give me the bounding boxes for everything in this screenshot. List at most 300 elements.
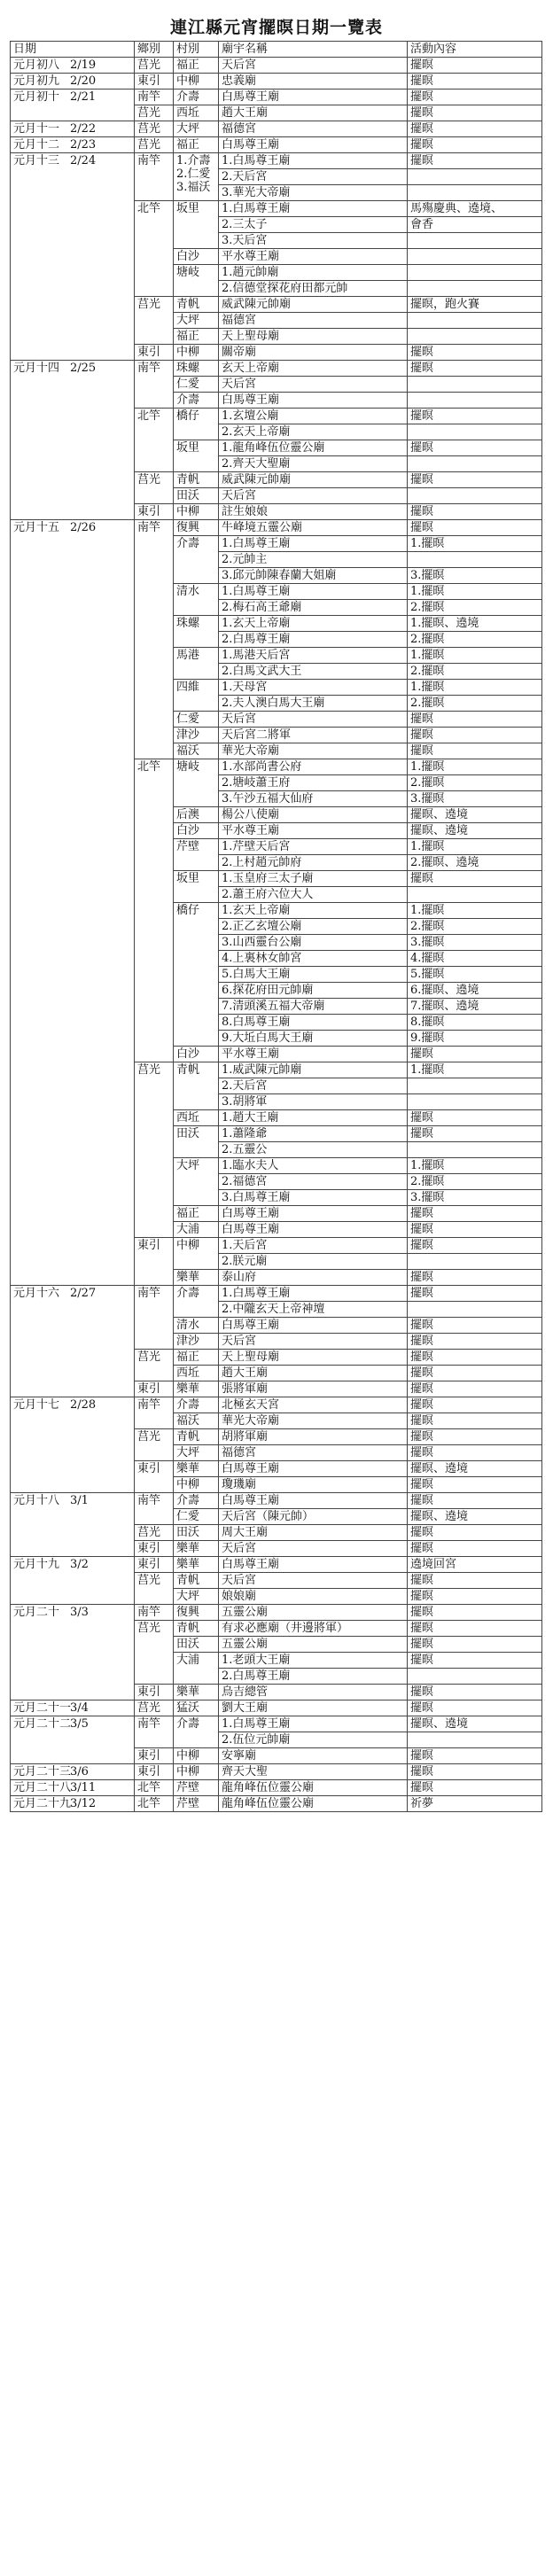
township-cell: 東引: [135, 1461, 174, 1493]
table-row: [11, 520, 542, 536]
temple-cell: 天后宮二將軍: [219, 728, 408, 743]
village-cell: 后澳: [174, 807, 219, 823]
village-cell: 白沙: [174, 1047, 219, 1062]
activity-cell: [408, 1669, 542, 1685]
date-cell: [11, 58, 135, 74]
header-activity: 活動內容: [408, 42, 542, 58]
village-cell: 坂里: [174, 201, 219, 249]
solar-date: 3/6: [70, 1765, 89, 1778]
activity-cell: 擺暝: [408, 1222, 542, 1238]
village-cell: 大坪: [174, 1445, 219, 1461]
table-row: [11, 137, 542, 153]
activity-cell: 擺暝: [408, 743, 542, 759]
lunar-date: 元月初九: [13, 74, 60, 88]
temple-cell: 天后宮: [219, 377, 408, 393]
township-cell: 北竿: [135, 1780, 174, 1796]
activity-cell: 擺暝: [408, 1493, 542, 1509]
temple-cell: 2.三太子: [219, 217, 408, 233]
activity-cell: 1.擺暝: [408, 584, 542, 600]
village-cell: 中柳: [174, 1477, 219, 1493]
temple-cell: 3.午沙五福大仙府: [219, 791, 408, 807]
village-cell: 大坪: [174, 1589, 219, 1605]
activity-cell: 擺暝: [408, 89, 542, 105]
temple-cell: 娘娘廟: [219, 1589, 408, 1605]
lunar-date: 元月十一: [13, 122, 60, 136]
activity-cell: 擺暝: [408, 871, 542, 887]
township-cell: 北竿: [135, 759, 174, 1062]
village-cell: 四維: [174, 680, 219, 712]
temple-cell: 關帝廟: [219, 345, 408, 361]
township-cell: 南竿: [135, 89, 174, 105]
activity-cell: 擺暝: [408, 440, 542, 456]
table-row: [11, 1286, 542, 1302]
activity-cell: 馬殤慶典、遶境、: [408, 201, 542, 217]
temple-cell: 龍角峰伍位靈公廟: [219, 1780, 408, 1796]
solar-date: 2/21: [70, 90, 97, 104]
activity-cell: 擺暝: [408, 472, 542, 488]
header-township: 鄉別: [135, 42, 174, 58]
temple-cell: 天上聖母廟: [219, 329, 408, 345]
village-cell: 樂華: [174, 1381, 219, 1397]
temple-cell: 1.白馬尊王廟: [219, 201, 408, 217]
temple-cell: 福德宮: [219, 1445, 408, 1461]
village-cell: 芹壁: [174, 1796, 219, 1812]
village-cell: 津沙: [174, 728, 219, 743]
activity-cell: 擺暝、遶境: [408, 807, 542, 823]
village-cell: 樂華: [174, 1541, 219, 1557]
village-cell: 介壽: [174, 1716, 219, 1748]
township-cell: 莒光: [135, 1525, 174, 1541]
activity-cell: 1.擺暝: [408, 1158, 542, 1174]
temple-cell: 牛峰境五靈公廟: [219, 520, 408, 536]
village-cell: 仁愛: [174, 1509, 219, 1525]
village-cell: 福正: [174, 137, 219, 153]
village-cell: 西坵: [174, 1366, 219, 1381]
solar-date: 3/5: [70, 1717, 89, 1731]
township-cell: 東引: [135, 504, 174, 520]
activity-cell: 擺暝: [408, 1764, 542, 1780]
temple-cell: 忠義廟: [219, 74, 408, 89]
activity-cell: 1.擺暝: [408, 1062, 542, 1078]
lunar-date: 元月二十九: [13, 1797, 72, 1810]
activity-cell: 擺暝，跑火賽: [408, 297, 542, 313]
solar-date: 2/22: [70, 122, 97, 136]
temple-cell: 2.福德宮: [219, 1174, 408, 1190]
activity-cell: 擺暝、遶境: [408, 1461, 542, 1477]
activity-cell: [408, 1732, 542, 1748]
activity-cell: 擺暝: [408, 504, 542, 520]
activity-cell: 擺暝: [408, 1573, 542, 1589]
solar-date: 3/11: [70, 1781, 97, 1794]
temple-cell: 3.邱元帥陳春蘭大姐廟: [219, 568, 408, 584]
date-cell: [11, 121, 135, 137]
activity-cell: 2.擺暝: [408, 775, 542, 791]
village-cell: 清水: [174, 584, 219, 616]
lunar-date: 元月十三: [13, 154, 60, 167]
temple-cell: 福德宮: [219, 313, 408, 329]
activity-cell: 1.擺暝: [408, 648, 542, 664]
township-cell: 東引: [135, 74, 174, 89]
temple-cell: 天上聖母廟: [219, 1350, 408, 1366]
activity-cell: 7.擺暝、遶境: [408, 999, 542, 1015]
activity-cell: [408, 185, 542, 201]
temple-cell: 天后宮（陳元帥）: [219, 1509, 408, 1525]
date-cell: [11, 153, 135, 361]
lunar-date: 元月二十二: [13, 1717, 72, 1731]
temple-cell: 福德宮: [219, 121, 408, 137]
temple-cell: 天后宮: [219, 488, 408, 504]
activity-cell: 擺暝: [408, 345, 542, 361]
township-cell: 東引: [135, 1381, 174, 1397]
temple-cell: 2.朕元廟: [219, 1254, 408, 1270]
temple-cell: 2.白馬尊王廟: [219, 632, 408, 648]
temple-cell: 2.中隴玄天上帝神壇: [219, 1302, 408, 1318]
temple-cell: 1.玄天上帝廟: [219, 616, 408, 632]
township-cell: 莒光: [135, 121, 174, 137]
solar-date: 3/4: [70, 1701, 89, 1715]
activity-cell: 擺暝: [408, 58, 542, 74]
temple-cell: 1.芹壁天后宮: [219, 839, 408, 855]
activity-cell: 擺暝: [408, 1429, 542, 1445]
activity-cell: 擺暝: [408, 1270, 542, 1286]
date-cell: [11, 137, 135, 153]
activity-cell: 擺暝: [408, 1700, 542, 1716]
activity-cell: 擺暝: [408, 1653, 542, 1669]
township-cell: 東引: [135, 345, 174, 361]
temple-cell: 胡將軍廟: [219, 1429, 408, 1445]
header-row: [11, 42, 542, 58]
activity-cell: [408, 1142, 542, 1158]
activity-cell: 2.擺暝: [408, 632, 542, 648]
township-cell: 北竿: [135, 201, 174, 297]
township-cell: 南竿: [135, 1397, 174, 1429]
table-body: [11, 58, 542, 1812]
temple-cell: 1.玉皇府三太子廟: [219, 871, 408, 887]
township-cell: 南竿: [135, 1716, 174, 1748]
activity-cell: 擺暝、遶境: [408, 1716, 542, 1732]
temple-cell: 2.信德堂探花府田都元帥: [219, 281, 408, 297]
activity-cell: 4.擺暝: [408, 951, 542, 967]
temple-cell: 6.探花府田元帥廟: [219, 983, 408, 999]
activity-cell: 擺暝: [408, 409, 542, 424]
table-row: [11, 1605, 542, 1621]
village-cell: 福正: [174, 58, 219, 74]
page-title: 連江縣元宵擺暝日期一覽表: [169, 18, 383, 37]
temple-cell: 2.白馬尊王廟: [219, 1669, 408, 1685]
temple-cell: 1.天母宮: [219, 680, 408, 696]
temple-cell: 天后宮: [219, 1334, 408, 1350]
table-row: [11, 58, 542, 74]
township-cell: 莒光: [135, 1700, 174, 1716]
temple-cell: 2.元帥主: [219, 552, 408, 568]
activity-cell: [408, 1302, 542, 1318]
village-cell: 介壽: [174, 393, 219, 409]
township-cell: 莒光: [135, 1350, 174, 1381]
lunar-date: 元月十二: [13, 138, 60, 152]
township-cell: 南竿: [135, 153, 174, 201]
township-cell: 東引: [135, 1764, 174, 1780]
township-cell: 莒光: [135, 105, 174, 121]
temple-cell: 3.山西靈台公廟: [219, 935, 408, 951]
activity-cell: 擺暝: [408, 1541, 542, 1557]
village-cell: 介壽: [174, 1286, 219, 1318]
activity-cell: 1.擺暝、遶境: [408, 616, 542, 632]
village-cell: 1.介壽 2.仁愛 3.福沃: [174, 153, 219, 201]
temple-cell: 註生娘娘: [219, 504, 408, 520]
temple-cell: 楊公八使廟: [219, 807, 408, 823]
village-cell: 介壽: [174, 536, 219, 584]
township-cell: 南竿: [135, 1493, 174, 1525]
lunar-date: 元月二十一: [13, 1701, 72, 1715]
village-cell: 樂華: [174, 1557, 219, 1573]
schedule-table: [10, 41, 542, 1812]
village-cell: 福沃: [174, 743, 219, 759]
activity-cell: 擺暝: [408, 74, 542, 89]
temple-cell: 平水尊王廟: [219, 1047, 408, 1062]
village-cell: 樂華: [174, 1685, 219, 1700]
temple-cell: 白馬尊王廟: [219, 1222, 408, 1238]
header-temple: 廟宇名稱: [219, 42, 408, 58]
activity-cell: 1.擺暝: [408, 759, 542, 775]
village-cell: 仁愛: [174, 712, 219, 728]
date-cell: [11, 74, 135, 89]
activity-cell: 擺暝: [408, 105, 542, 121]
temple-cell: 張將軍廟: [219, 1381, 408, 1397]
township-cell: 莒光: [135, 137, 174, 153]
lunar-date: 元月十七: [13, 1398, 60, 1412]
activity-cell: 擺暝: [408, 1780, 542, 1796]
activity-cell: 擺暝: [408, 121, 542, 137]
activity-cell: 擺暝: [408, 1206, 542, 1222]
village-cell: 青帆: [174, 1429, 219, 1445]
activity-cell: 擺暝: [408, 1637, 542, 1653]
lunar-date: 元月十四: [13, 362, 60, 375]
activity-cell: 擺暝: [408, 153, 542, 169]
village-cell: 福正: [174, 329, 219, 345]
activity-cell: [408, 265, 542, 281]
temple-cell: 1.蕭隆爺: [219, 1126, 408, 1142]
date-cell: [11, 1716, 135, 1764]
activity-cell: 1.擺暝: [408, 839, 542, 855]
activity-cell: 擺暝: [408, 712, 542, 728]
township-cell: 東引: [135, 1238, 174, 1286]
lunar-date: 元月二十: [13, 1606, 60, 1619]
village-cell: 介壽: [174, 1397, 219, 1413]
temple-cell: 玄天上帝廟: [219, 361, 408, 377]
activity-cell: [408, 329, 542, 345]
activity-cell: 8.擺暝: [408, 1015, 542, 1031]
temple-cell: 2.上村趙元帥府: [219, 855, 408, 871]
activity-cell: 遶境回宮: [408, 1557, 542, 1573]
table-row: [11, 1716, 542, 1732]
village-cell: 福沃: [174, 1413, 219, 1429]
temple-cell: 龍角峰伍位靈公廟: [219, 1796, 408, 1812]
village-cell: 馬港: [174, 648, 219, 680]
activity-cell: 5.擺暝: [408, 967, 542, 983]
township-cell: 南竿: [135, 1286, 174, 1350]
temple-cell: 威武陳元帥廟: [219, 297, 408, 313]
activity-cell: [408, 233, 542, 249]
lunar-date: 元月十九: [13, 1558, 60, 1571]
activity-cell: 擺暝: [408, 1445, 542, 1461]
village-cell: 坂里: [174, 440, 219, 472]
temple-cell: 2.梅石高王爺廟: [219, 600, 408, 616]
activity-cell: [408, 377, 542, 393]
township-cell: 南竿: [135, 520, 174, 759]
solar-date: 2/28: [70, 1398, 97, 1412]
temple-cell: 2.玄天上帝廟: [219, 424, 408, 440]
village-cell: 福正: [174, 1350, 219, 1366]
table-row: [11, 89, 542, 105]
temple-cell: 華光大帝廟: [219, 1413, 408, 1429]
village-cell: 西坵: [174, 105, 219, 121]
activity-cell: 1.擺暝: [408, 903, 542, 919]
temple-cell: 2.五靈公: [219, 1142, 408, 1158]
temple-cell: 白馬尊王廟: [219, 1318, 408, 1334]
activity-cell: 擺暝: [408, 1238, 542, 1254]
village-cell: 珠螺: [174, 361, 219, 377]
village-cell: 田沃: [174, 1126, 219, 1158]
temple-cell: 1.白馬尊王廟: [219, 1286, 408, 1302]
temple-cell: 2.天后宮: [219, 1078, 408, 1094]
village-cell: 西坵: [174, 1110, 219, 1126]
temple-cell: 白馬尊王廟: [219, 393, 408, 409]
lunar-date: 元月初八: [13, 58, 60, 72]
lunar-date: 元月十五: [13, 521, 60, 534]
activity-cell: 2.擺暝、遶境: [408, 855, 542, 871]
activity-cell: [408, 1078, 542, 1094]
temple-cell: 1.白馬尊王廟: [219, 153, 408, 169]
temple-cell: 白馬尊王廟: [219, 1557, 408, 1573]
temple-cell: 北極玄天宮: [219, 1397, 408, 1413]
village-cell: 田沃: [174, 1637, 219, 1653]
temple-cell: 2.天后宮: [219, 169, 408, 185]
village-cell: 白沙: [174, 249, 219, 265]
temple-cell: 1.臨水夫人: [219, 1158, 408, 1174]
temple-cell: 3.天后宮: [219, 233, 408, 249]
activity-cell: 擺暝: [408, 1047, 542, 1062]
activity-cell: 擺暝: [408, 1381, 542, 1397]
village-cell: 仁愛: [174, 377, 219, 393]
temple-cell: 4.上裏林女帥宮: [219, 951, 408, 967]
township-cell: 東引: [135, 1685, 174, 1700]
activity-cell: 擺暝: [408, 1318, 542, 1334]
village-cell: 青帆: [174, 1621, 219, 1637]
village-cell: 田沃: [174, 1525, 219, 1541]
date-cell: [11, 1700, 135, 1716]
solar-date: 3/1: [70, 1494, 89, 1507]
date-cell: [11, 1397, 135, 1493]
temple-cell: 烏吉總管: [219, 1685, 408, 1700]
activity-cell: 擺暝: [408, 1397, 542, 1413]
village-cell: 珠螺: [174, 616, 219, 648]
date-cell: [11, 1780, 135, 1796]
village-cell: 白沙: [174, 823, 219, 839]
village-cell: 青帆: [174, 1573, 219, 1589]
temple-cell: 五靈公廟: [219, 1637, 408, 1653]
activity-cell: [408, 169, 542, 185]
temple-cell: 2.蕭王府六位大人: [219, 887, 408, 903]
village-cell: 中柳: [174, 74, 219, 89]
temple-cell: 天后宮: [219, 1541, 408, 1557]
activity-cell: 擺暝: [408, 1350, 542, 1366]
township-cell: 東引: [135, 1541, 174, 1557]
solar-date: 2/26: [70, 521, 97, 534]
activity-cell: [408, 1254, 542, 1270]
village-cell: 介壽: [174, 1493, 219, 1509]
activity-cell: 擺暝: [408, 1286, 542, 1302]
solar-date: 3/2: [70, 1558, 89, 1571]
solar-date: 2/24: [70, 154, 97, 167]
table-row: [11, 1780, 542, 1796]
date-cell: [11, 1493, 135, 1557]
activity-cell: 擺暝: [408, 1334, 542, 1350]
township-cell: 東引: [135, 1557, 174, 1573]
activity-cell: [408, 424, 542, 440]
date-cell: [11, 1286, 135, 1397]
temple-cell: 1.威武陳元帥廟: [219, 1062, 408, 1078]
township-cell: 莒光: [135, 1621, 174, 1685]
village-cell: 樂華: [174, 1270, 219, 1286]
temple-cell: 周大王廟: [219, 1525, 408, 1541]
temple-cell: 1.馬港天后宮: [219, 648, 408, 664]
solar-date: 3/12: [70, 1797, 97, 1810]
activity-cell: 祈夢: [408, 1796, 542, 1812]
activity-cell: 擺暝: [408, 1413, 542, 1429]
activity-cell: 2.擺暝: [408, 600, 542, 616]
village-cell: 大坪: [174, 1158, 219, 1206]
activity-cell: 擺暝: [408, 137, 542, 153]
village-cell: 大坪: [174, 313, 219, 329]
table-row: [11, 74, 542, 89]
table-row: [11, 1557, 542, 1573]
temple-cell: 白馬尊王廟: [219, 137, 408, 153]
village-cell: 橋仔: [174, 409, 219, 440]
township-cell: 莒光: [135, 297, 174, 345]
village-cell: 中柳: [174, 1238, 219, 1270]
activity-cell: 擺暝: [408, 1126, 542, 1142]
township-cell: 莒光: [135, 1429, 174, 1461]
village-cell: 福正: [174, 1206, 219, 1222]
township-cell: 莒光: [135, 1573, 174, 1605]
date-cell: [11, 1796, 135, 1812]
temple-cell: 趙大王廟: [219, 105, 408, 121]
temple-cell: 2.伍位元帥廟: [219, 1732, 408, 1748]
lunar-date: 元月十八: [13, 1494, 60, 1507]
temple-cell: 1.老頭大王廟: [219, 1653, 408, 1669]
temple-cell: 安寧廟: [219, 1748, 408, 1764]
temple-cell: 五靈公廟: [219, 1605, 408, 1621]
village-cell: 坂里: [174, 871, 219, 903]
township-cell: 莒光: [135, 58, 174, 74]
solar-date: 2/23: [70, 138, 97, 152]
lunar-date: 元月初十: [13, 90, 60, 104]
village-cell: 田沃: [174, 488, 219, 504]
activity-cell: 擺暝: [408, 1605, 542, 1621]
date-cell: [11, 1605, 135, 1700]
village-cell: 大浦: [174, 1222, 219, 1238]
temple-cell: 1.玄天上帝廟: [219, 903, 408, 919]
header-village: 村別: [174, 42, 219, 58]
activity-cell: 擺暝: [408, 361, 542, 377]
activity-cell: 1.擺暝: [408, 680, 542, 696]
activity-cell: 3.擺暝: [408, 1190, 542, 1206]
temple-cell: 3.白馬尊王廟: [219, 1190, 408, 1206]
temple-cell: 有求必應廟（井邊將軍）: [219, 1621, 408, 1637]
temple-cell: 天后宮: [219, 1573, 408, 1589]
temple-cell: 2.夫人澳白馬大王廟: [219, 696, 408, 712]
temple-cell: 威武陳元帥廟: [219, 472, 408, 488]
